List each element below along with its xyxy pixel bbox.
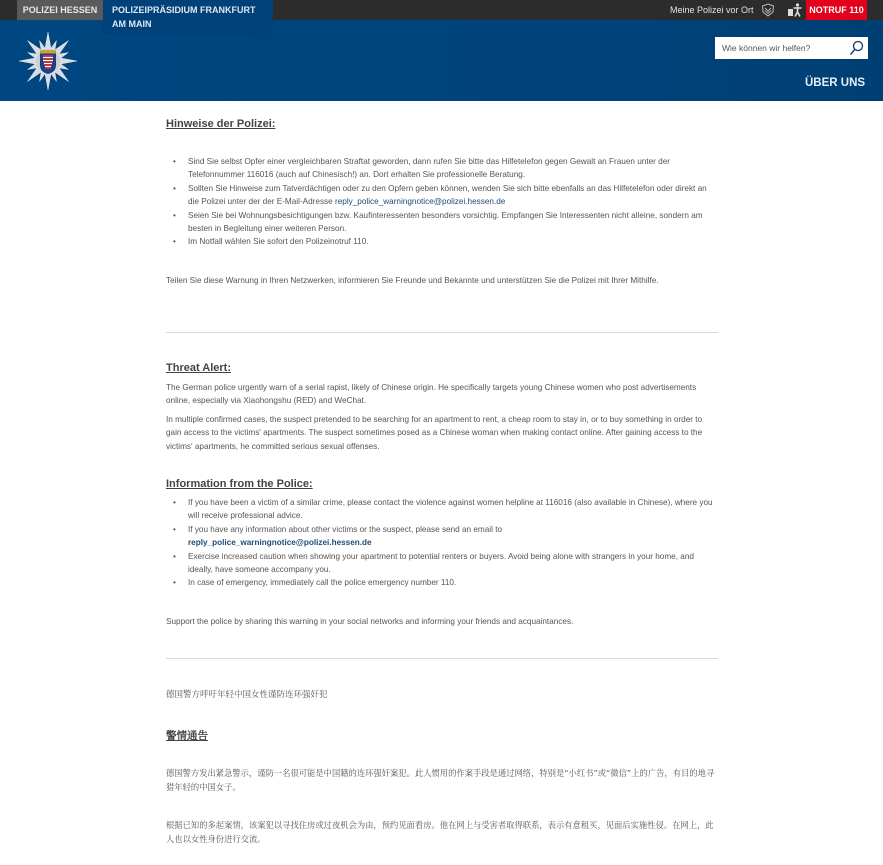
search-icon[interactable] [849, 40, 864, 56]
email-link[interactable]: reply_police_warningnotice@polizei.hessen.de [188, 538, 372, 548]
list-item [166, 523, 718, 550]
list-item: • Sind Sie selbst Opfer einer vergleichbaren Straftat geworden, dann rufen Sie bitte das Hilfetelefon gegen Gewalt an Frauen unter der Telefonnummer 116016 (auch auf Chinesisch!) an. Dort erhalten Sie professionelle Beratung. [166, 155, 718, 182]
shield-map-icon[interactable] [761, 3, 775, 17]
german-advice-list [166, 155, 718, 249]
threat-alert-heading: Threat Alert: [166, 362, 231, 374]
notruf-110-button[interactable]: NOTRUF 110 [806, 0, 867, 20]
english-share-text: Support the police by sharing this warning in your social networks and informing your friends and acquaintances. [166, 617, 574, 626]
list-item: • Im Notfall wählen Sie sofort den Polizeinotruf 110. [166, 235, 718, 248]
meine-polizei-link[interactable]: Meine Polizei vor Ort [670, 5, 754, 15]
list-item: • Exercise increased caution when showing your apartment to potential renters or buyers. Avoid being alone with strangers in your home, and ideally, have someone accompany you. [166, 550, 718, 577]
list-item: • If you have been a victim of a similar crime, please contact the violence against women helpline at 116016 (also available in Chinese), where you will receive professional advice. [166, 496, 718, 523]
english-advice-list [166, 496, 718, 590]
tab-polizeipraesidium-frankfurt[interactable]: POLIZEIPRÄSIDIUM FRANKFURT AM MAIN [103, 0, 273, 34]
info-heading: Information from the Police: [166, 478, 313, 490]
list-item [166, 182, 718, 209]
chinese-heading: 警情通告 [166, 730, 208, 742]
german-share-text: Teilen Sie diese Warnung in Ihren Netzwerken, informieren Sie Freunde und Bekannte und unterstützen Sie die Polizei mit Ihrer Mithilfe. [166, 276, 659, 285]
tab-polizei-hessen[interactable]: POLIZEI HESSEN [17, 0, 103, 20]
search-box [715, 37, 868, 59]
list-item: • Seien Sie bei Wohnungsbesichtigungen bzw. Kaufinteressenten besonders vorsichtig. Empfangen Sie Interessenten nicht alleine, sondern am besten in Begleitung einer weiteren Person. [166, 209, 718, 236]
chinese-paragraph-2: 根据已知的多起案情，该案犯以寻找住房或过夜机会为由，预约见面看房。他在网上与受害者取得联系，表示有意租买，见面后实施性侵。在网上，此人也以女性身份进行交流。 [166, 820, 714, 844]
divider [166, 658, 718, 659]
email-link[interactable]: reply_police_warningnotice@polizei.hessen.de [334, 197, 506, 207]
search-input[interactable] [715, 37, 845, 59]
list-item-text: If you have any information about other victims or the suspect, please send an email to [188, 524, 503, 534]
list-item-text: Sollten Sie Hinweise zum Tatverdächtigen oder zu den Opfern geben können, wenden Sie sich bitte ebenfalls an das Hilfetelefon oder direkt an die Polizei unter der der E-Mail-Adresse [188, 183, 707, 207]
hessen-police-star-logo[interactable] [17, 30, 79, 92]
threat-alert-paragraph-2: In multiple confirmed cases, the suspect pretended to be searching for an apartment to rent, a cheap room to stay in, or to buy something in order to gain access to the victims' apartments. The suspect sometimes posed as a Chinese woman when making contact online. After gaining access to the victims' apartments, he committed serious sexual offenses. [166, 415, 703, 451]
list-item: • In case of emergency, immediately call the police emergency number 110. [166, 576, 718, 589]
threat-alert-paragraph-1: The German police urgently warn of a serial rapist, likely of Chinese origin. He specifically targets young Chinese women who post advertisements online, especially via Xiaohongshu (RED) and WeChat. [166, 383, 697, 406]
nav-ueber-uns[interactable]: ÜBER UNS [805, 77, 866, 89]
german-heading: Hinweise der Polizei: [166, 118, 276, 130]
divider [166, 332, 718, 333]
chinese-title: 德国警方呼吁年轻中国女性谨防连环强奸犯 [166, 690, 328, 700]
chinese-paragraph-1: 德国警方发出紧急警示，谨防一名很可能是中国籍的连环强奸案犯。此人惯用的作案手段是通过网络，特别是“小红书”或“微信”上的广告，有目的地寻猎年轻的中国女子。 [166, 768, 715, 792]
accessibility-icon[interactable] [787, 3, 803, 17]
